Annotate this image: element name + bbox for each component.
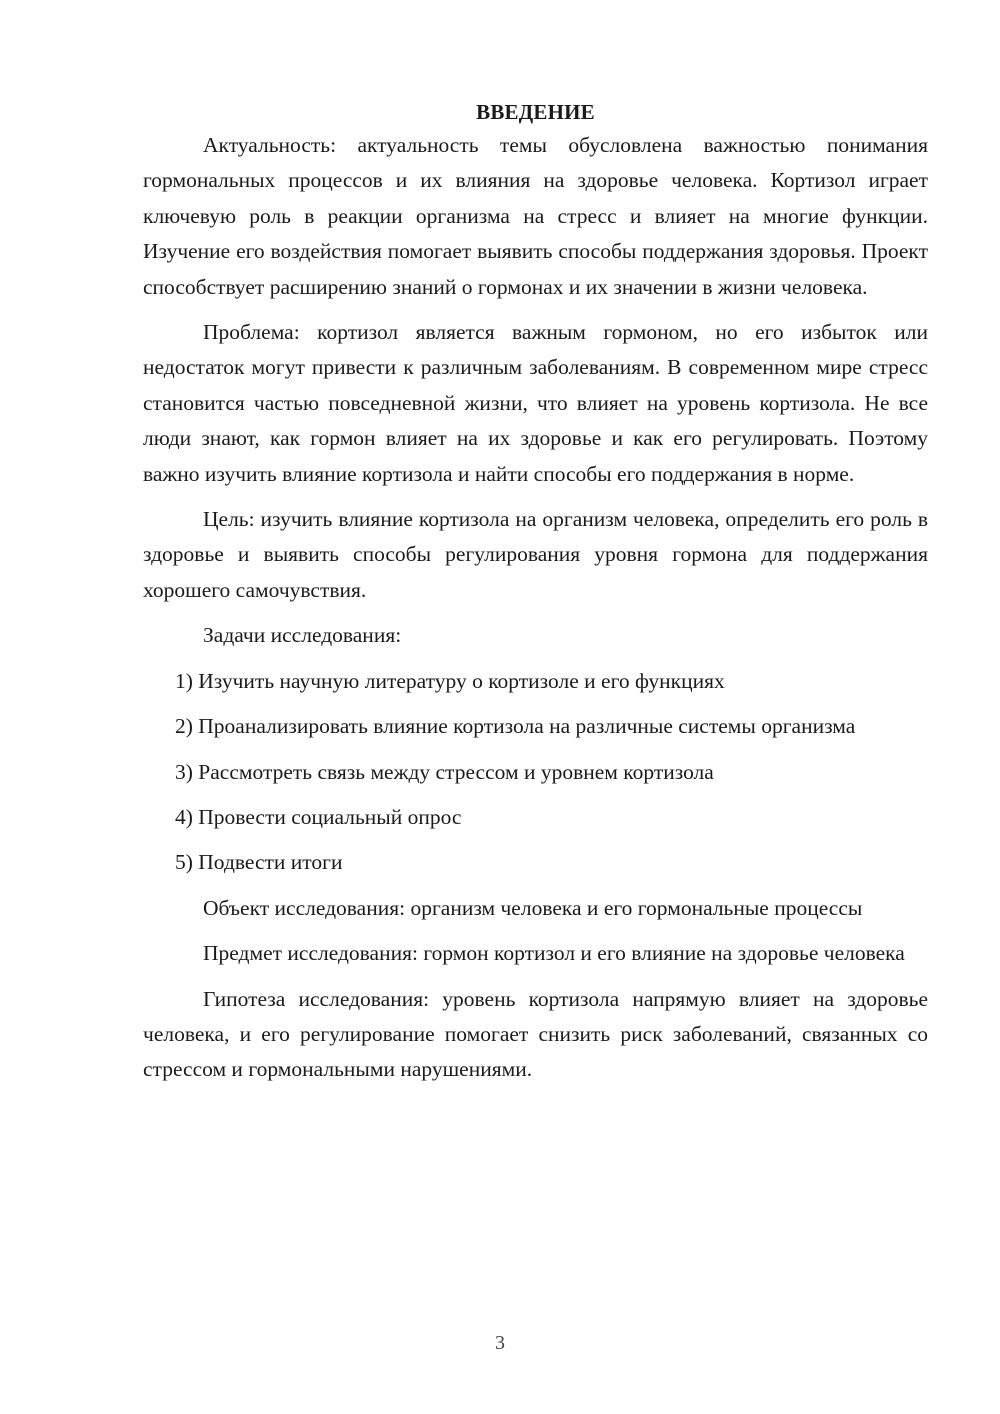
paragraph-tasks-heading: Задачи исследования: xyxy=(203,623,402,648)
page-number: 3 xyxy=(495,1332,505,1354)
paragraph-object: Объект исследования: организм человека и его гормональные процессы xyxy=(203,895,863,920)
list-item: 2) Проанализировать влияние кортизола на различные системы организма xyxy=(175,714,856,739)
tasks-list xyxy=(143,664,928,881)
list-item: 1) Изучить научную литературу о кортизоле и его функциях xyxy=(175,668,725,693)
list-item: 3) Рассмотреть связь между стрессом и уровнем кортизола xyxy=(175,759,714,784)
list-item: 4) Провести социальный опрос xyxy=(175,804,462,829)
paragraph-relevance: Актуальность: актуальность темы обусловлена важностью понимания гормональных процессов и их влияния на здоровье человека. Кортизол играет ключевую роль в реакции организма на стресс и влияет на многие функции. Изучение его воздействия помогает выявить способы поддержания здоровья. Проект способствует расширению знаний о гормонах и их значении в жизни человека. xyxy=(143,133,928,299)
paragraph-problem: Проблема: кортизол является важным гормоном, но его избыток или недостаток могут привести к различным заболеваниям. В современном мире стресс становится частью повседневной жизни, что влияет на уровень кортизола. Не все люди знают, как гормон влияет на их здоровье и как его регулировать. Поэтому важно изучить влияние кортизола и найти способы его поддержания в норме. xyxy=(143,320,928,486)
paragraph-hypothesis: Гипотеза исследования: уровень кортизола напрямую влияет на здоровье человека, и его регулирование помогает снизить риск заболеваний, связанных со стрессом и гормональными нарушениями. xyxy=(143,986,928,1082)
paragraph-goal: Цель: изучить влияние кортизола на организм человека, определить его роль в здоровье и выявить способы регулирования уровня гормона для поддержания хорошего самочувствия. xyxy=(143,507,928,602)
list-item: 5) Подвести итоги xyxy=(175,850,343,875)
paragraph-subject: Предмет исследования: гормон кортизол и его влияние на здоровье человека xyxy=(203,941,905,966)
document-page xyxy=(143,96,928,1098)
page-title: ВВЕДЕНИЕ xyxy=(476,100,595,124)
